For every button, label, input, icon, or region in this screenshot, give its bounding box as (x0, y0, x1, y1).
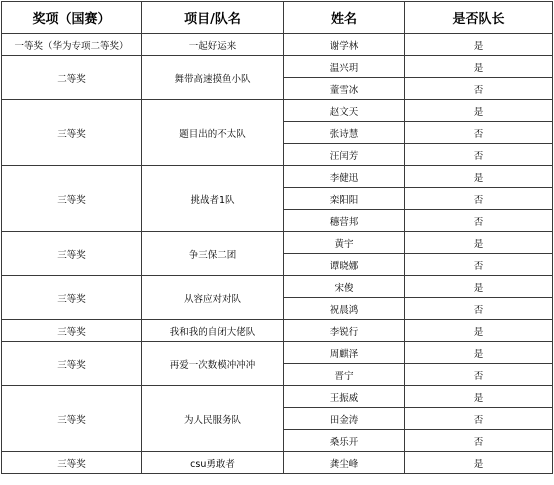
team-cell: 为人民服务队 (142, 386, 284, 452)
header-captain: 是否队长 (405, 2, 553, 34)
table-body (2, 34, 553, 474)
team-cell: 一起好运来 (142, 34, 284, 56)
captain-cell: 是 (405, 166, 553, 188)
team-cell: 争三保二团 (142, 232, 284, 276)
member-name-cell: 蕫雪冰 (284, 78, 405, 100)
table-row (2, 276, 553, 298)
member-name-cell: 谭晓娜 (284, 254, 405, 276)
captain-cell: 否 (405, 122, 553, 144)
member-name-cell: 祝晨鸿 (284, 298, 405, 320)
captain-cell: 是 (405, 386, 553, 408)
member-name-cell: 李锐行 (284, 320, 405, 342)
member-name-cell: 温兴玥 (284, 56, 405, 78)
table-row (2, 166, 553, 188)
captain-cell: 否 (405, 188, 553, 210)
member-name-cell: 李健迅 (284, 166, 405, 188)
captain-cell: 是 (405, 342, 553, 364)
award-cell: 三等奖 (2, 100, 142, 166)
header-award: 奖项（国赛） (2, 2, 142, 34)
award-cell: 一等奖（华为专项二等奖） (2, 34, 142, 56)
captain-cell: 是 (405, 34, 553, 56)
member-name-cell: 汪闰芳 (284, 144, 405, 166)
captain-cell: 否 (405, 430, 553, 452)
captain-cell: 是 (405, 232, 553, 254)
captain-cell: 是 (405, 276, 553, 298)
table-row (2, 232, 553, 254)
team-cell: 题目出的不太队 (142, 100, 284, 166)
award-cell: 三等奖 (2, 166, 142, 232)
header-row (2, 2, 553, 34)
table-row (2, 56, 553, 78)
captain-cell: 是 (405, 100, 553, 122)
team-cell: 舞带高速摸鱼小队 (142, 56, 284, 100)
member-name-cell: 周麒泽 (284, 342, 405, 364)
table-row (2, 34, 553, 56)
member-name-cell: 栾阳阳 (284, 188, 405, 210)
captain-cell: 否 (405, 78, 553, 100)
table-row (2, 386, 553, 408)
member-name-cell: 宋俊 (284, 276, 405, 298)
award-cell: 三等奖 (2, 232, 142, 276)
member-name-cell: 王振威 (284, 386, 405, 408)
member-name-cell: 晋宁 (284, 364, 405, 386)
captain-cell: 否 (405, 210, 553, 232)
captain-cell: 否 (405, 408, 553, 430)
member-name-cell: 桑乐开 (284, 430, 405, 452)
captain-cell: 否 (405, 298, 553, 320)
header-name: 姓名 (284, 2, 405, 34)
member-name-cell: 张诗慧 (284, 122, 405, 144)
member-name-cell: 黄宇 (284, 232, 405, 254)
captain-cell: 是 (405, 452, 553, 474)
table-row (2, 342, 553, 364)
header-team: 项目/队名 (142, 2, 284, 34)
member-name-cell: 穗营邦 (284, 210, 405, 232)
member-name-cell: 谢学林 (284, 34, 405, 56)
table-header (2, 2, 553, 34)
member-name-cell: 田金涛 (284, 408, 405, 430)
table-row (2, 100, 553, 122)
award-cell: 三等奖 (2, 386, 142, 452)
captain-cell: 是 (405, 56, 553, 78)
team-cell: 再爱一次数模冲冲冲 (142, 342, 284, 386)
captain-cell: 否 (405, 364, 553, 386)
award-cell: 三等奖 (2, 452, 142, 474)
award-cell: 三等奖 (2, 342, 142, 386)
award-cell: 二等奖 (2, 56, 142, 100)
award-cell: 三等奖 (2, 320, 142, 342)
captain-cell: 否 (405, 254, 553, 276)
member-name-cell: 龚尘峰 (284, 452, 405, 474)
table-row (2, 320, 553, 342)
award-cell: 三等奖 (2, 276, 142, 320)
team-cell: csu勇敢者 (142, 452, 284, 474)
captain-cell: 否 (405, 144, 553, 166)
table-row (2, 452, 553, 474)
captain-cell: 是 (405, 320, 553, 342)
team-cell: 我和我的自闭大佬队 (142, 320, 284, 342)
team-cell: 挑战者1队 (142, 166, 284, 232)
member-name-cell: 赵文天 (284, 100, 405, 122)
award-table (1, 1, 553, 474)
team-cell: 从容应对对队 (142, 276, 284, 320)
